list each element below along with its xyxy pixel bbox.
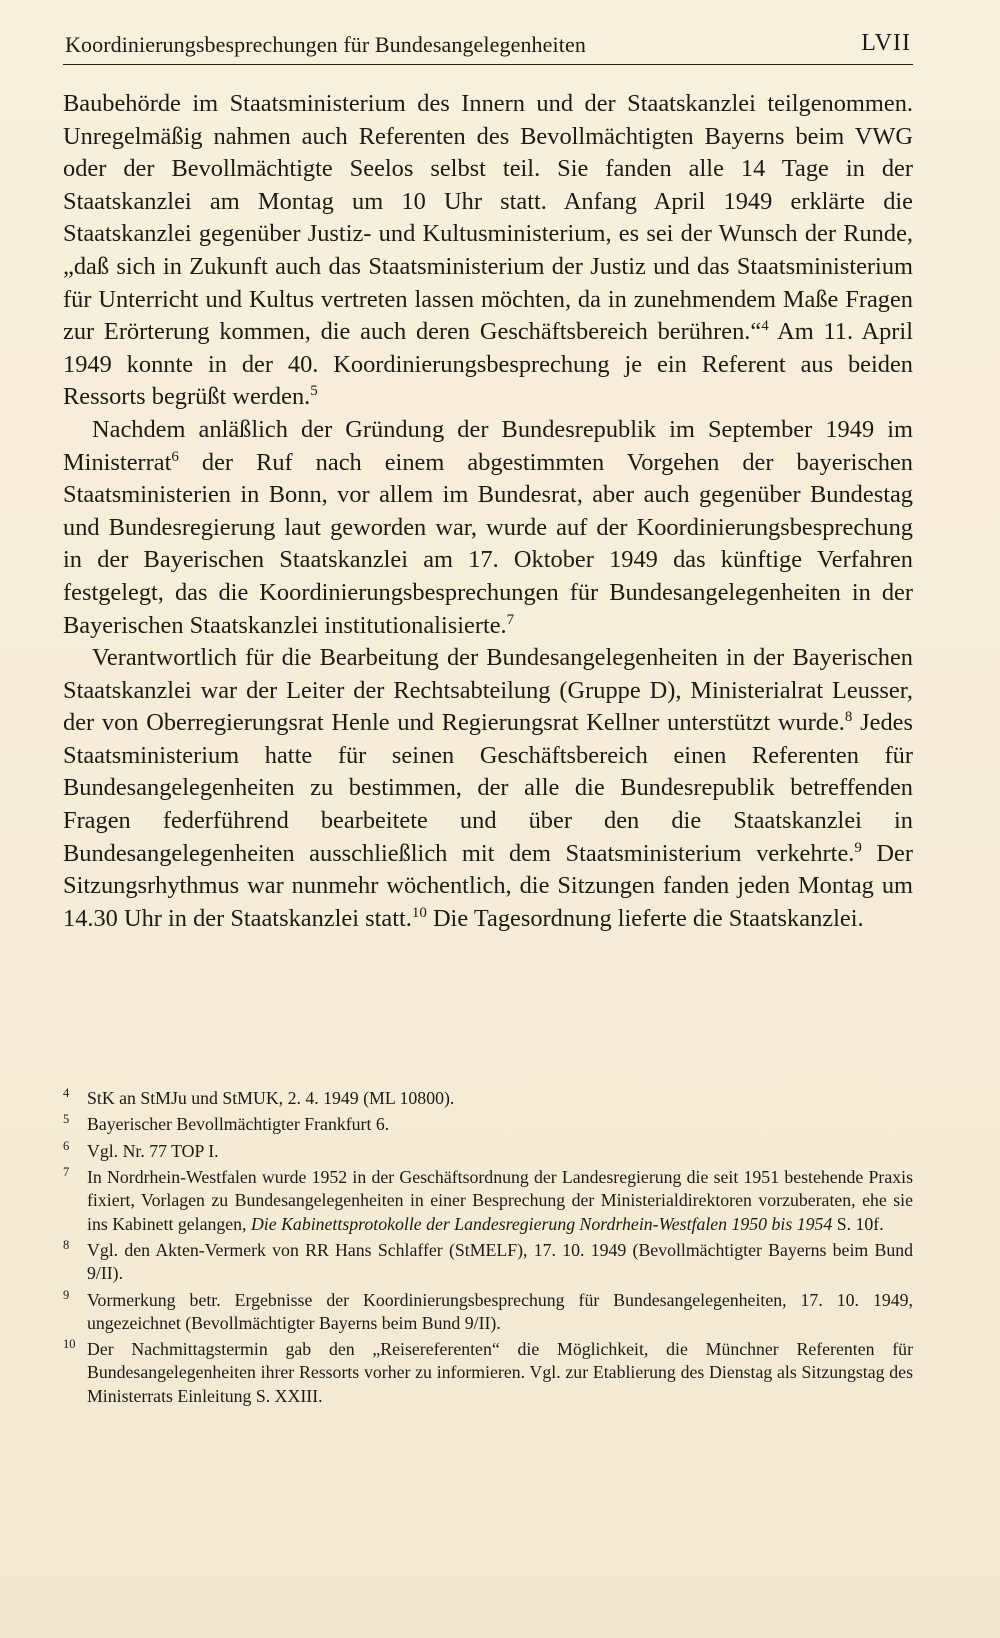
page-number: LVII [861, 30, 911, 56]
text-run: Nachdem anläßlich der Gründung der Bundesrepublik im September 1949 im Ministerrat [63, 415, 913, 476]
footnote [63, 1113, 913, 1136]
footnote-number: 9 [63, 1287, 70, 1302]
footnote [63, 1239, 913, 1285]
paragraph [63, 414, 913, 642]
footnote [63, 1166, 913, 1236]
footnote-reference: 8 [844, 709, 853, 726]
footnote-number: 10 [63, 1337, 76, 1352]
text-run: Der Sitzungsrhythmus war nunmehr wöchentlich, die Sitzungen fanden jeden Montag um 14.30 Uhr in der Staatskanzlei statt. [63, 839, 913, 932]
footnote-number: 4 [63, 1086, 70, 1100]
footnote-text: Vgl. Nr. 77 TOP I. [87, 1140, 219, 1161]
paragraph [63, 642, 913, 935]
footnote-text: Vormerkung betr. Ergebnisse der Koordinierungsbesprechung für Bundesangelegenheiten, 17. 10. 1949, ungezeichnet (Bevollmächtigter Bayerns beim Bund 9/II). [87, 1289, 913, 1333]
text-run: Jedes Staatsministerium hatte für seinen Geschäftsbereich einen Referenten für Bundesangelegenheiten zu bestimmen, der alle die Bundesrepublik betreffenden Fragen federführend bearbeitete und über den die Staatskanzlei in Bundesangelegenheiten ausschließlich mit dem Staatsministerium verkehrte. [63, 709, 913, 867]
footnote-reference: 10 [411, 904, 427, 921]
footnote-reference: 6 [171, 448, 179, 465]
footnotes [63, 1087, 913, 1411]
footnote-reference: 5 [310, 383, 318, 400]
footnote-text: S. 10f. [832, 1213, 884, 1234]
text-run: der Ruf nach einem abgestimmten Vorgehen der bayerischen Staatsministerien in Bonn, vor allem im Bundesrat, aber auch gegenüber Bundestag und Bundesregierung laut geworden war, wurde auf der Koordinierungsbesprechung in der Bayerischen Staatskanzlei am 17. Oktober 1949 das künftige Verfahren festgelegt, das die Koordinierungsbesprechungen für Bundesangelegenheiten in der Bayerischen Staatskanzlei institutionalisierte. [63, 448, 913, 639]
footnote [63, 1140, 913, 1163]
footnote-title: Die Kabinettsprotokolle der Landesregierung Nordrhein-Westfalen 1950 bis 1954 [250, 1213, 833, 1234]
footnote-text: Der Nachmittagstermin gab den „Reisereferenten“ die Möglichkeit, die Münchner Referenten für Bundesangelegenheiten ihrer Ressorts vorher zu informieren. Vgl. zur Etablierung des Dienstag als Sitzungstag des Ministerrats Einleitung S. XXIII. [87, 1339, 913, 1406]
footnote-text: Vgl. den Akten-Vermerk von RR Hans Schlaffer (StMELF), 17. 10. 1949 (Bevollmächtigter Bayerns beim Bund 9/II). [87, 1239, 913, 1284]
footnote-number: 5 [63, 1112, 70, 1127]
running-title: Koordinierungsbesprechungen für Bundesangelegenheiten [65, 32, 586, 57]
footnote-reference: 7 [506, 611, 515, 628]
text-run: Die Tagesordnung lieferte die Staatskanzlei. [426, 904, 864, 932]
main-text [63, 88, 913, 935]
footnote-text: Bayerischer Bevollmächtigter Frankfurt 6. [87, 1114, 390, 1135]
paragraph [63, 88, 913, 414]
running-header [63, 30, 913, 65]
footnote [63, 1338, 913, 1408]
footnote [63, 1289, 913, 1335]
footnote-text: StK an StMJu und StMUK, 2. 4. 1949 (ML 10800). [87, 1088, 455, 1108]
footnote-number: 7 [63, 1165, 70, 1180]
text-run: Am 11. April 1949 konnte in der 40. Koordinierungsbesprechung je ein Referent aus beiden Ressorts begrüßt werden. [63, 318, 913, 411]
footnote-text: In Nordrhein-Westfalen wurde 1952 in der Geschäftsordnung der Landesregierung die seit 1951 bestehende Praxis fixiert, Vorlagen zu Bundesangelegenheiten in einer Besprechung der Ministerialdirektoren vorzuberaten, ehe sie ins Kabinett gelangen, [87, 1167, 913, 1234]
footnote [63, 1087, 913, 1110]
footnote-reference: 9 [854, 839, 862, 856]
footnote-reference: 4 [761, 318, 769, 335]
text-run: Verantwortlich für die Bearbeitung der Bundesangelegenheiten in der Bayerischen Staatskanzlei war der Leiter der Rechtsabteilung (Gruppe D), Ministerialrat Leusser, der von Oberregierungsrat Henle und Regierungsrat Kellner unterstützt wurde. [63, 644, 913, 737]
footnote-number: 8 [63, 1237, 70, 1252]
text-run: Baubehörde im Staatsministerium des Innern und der Staatskanzlei teilgenommen. Unregelmäßig nahmen auch Referenten des Bevollmächtigten Bayerns beim VWG oder der Bevollmächtigte Seelos selbst teil. Sie fanden alle 14 Tage in der Staatskanzlei am Montag um 10 Uhr statt. Anfang April 1949 erklärte die Staatskanzlei gegenüber Justiz- und Kultusministerium, es sei der Wunsch der Runde, „daß sich in Zukunft auch das Staatsministerium der Justiz und das Staatsministerium für Unterricht und Kultus vertreten lassen möchten, da in zunehmendem Maße Fragen zur Erörterung kommen, die auch deren Geschäftsbereich berühren.“ [63, 90, 913, 346]
footnote-number: 6 [63, 1138, 70, 1153]
